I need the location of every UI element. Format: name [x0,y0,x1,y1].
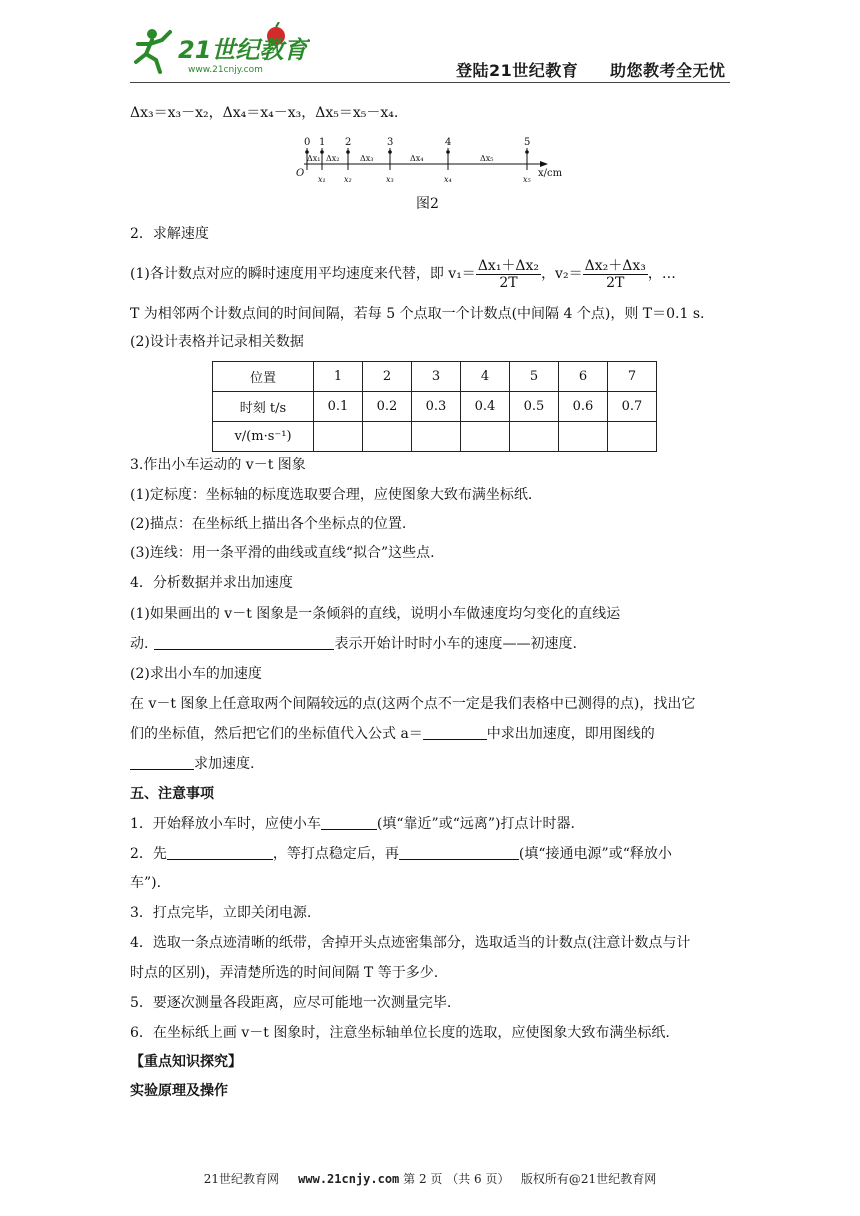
section4-title: 4．分析数据并求出加速度 [130,575,293,591]
table-cell: 0.3 [412,392,461,422]
point-number: 0 [304,137,311,148]
s3-item-1: (1)定标度：坐标轴的标度选取要合理，应使图象大致布满坐标纸. [130,487,533,503]
velocity-formula [130,254,676,294]
frac-denominator: 2T [499,274,518,291]
n1-suffix: (填“靠近”或“远离”)打点计时器. [376,816,575,832]
x-label: x₂ [344,175,352,184]
n2-mid: ，等打点稳定后，再 [272,846,399,862]
note-5: 5．要逐次测量各段距离，应尽可能地一次测量完毕. [130,995,452,1011]
x-label: x₄ [444,175,452,184]
fill-blank[interactable] [321,815,377,830]
table-row [213,362,657,392]
table-cell: 2 [363,362,412,392]
section5-title: 五、注意事项 [130,786,214,802]
delta-label: Δx₄ [410,154,424,163]
section2-title: 2．求解速度 [130,226,209,242]
footer-page: 第 2 页 （共 6 页） [403,1172,510,1186]
delta-label: Δx₁ [307,154,321,163]
origin-label: O [296,168,305,179]
table-cell-empty [314,422,363,452]
table-cell-empty [412,422,461,452]
table-cell: 3 [412,362,461,392]
frac-numerator: Δx₁＋Δx₂ [477,257,540,274]
s4-5-suffix: 求加速度. [194,756,255,772]
para1-mid: ，v₂＝ [541,266,583,282]
fill-blank[interactable] [167,845,273,860]
table-cell: 0.1 [314,392,363,422]
s4-item-2: (2)求出小车的加速度 [130,666,262,682]
logo-url: www.21cnjy.com [188,65,263,75]
fraction-v2 [583,258,648,291]
header-rule [130,82,730,83]
point-number: 2 [345,137,352,148]
note-6: 6．在坐标纸上画 v－t 图象时，注意坐标轴单位长度的选取，应使图象大致布满坐标纸. [130,1025,670,1041]
table-row [213,392,657,422]
table-header: v/(m·s⁻¹) [213,422,314,452]
note-1 [130,814,575,834]
fill-blank[interactable] [423,725,487,740]
tape-diagram [290,134,580,190]
axis-unit: x/cm [538,168,563,179]
table-cell: 0.6 [559,392,608,422]
table-cell: 0.4 [461,392,510,422]
note-4b: 时点的区别)，弄清楚所选的时间间隔 T 等于多少. [130,965,439,981]
s4-1b-suffix: 表示开始计时时小车的速度——初速度. [334,636,577,652]
table-cell-empty [363,422,412,452]
figure-caption: 图2 [416,196,439,212]
para1-prefix: (1)各计数点对应的瞬时速度用平均速度来代替，即 v₁＝ [130,266,476,282]
fill-blank[interactable] [154,635,334,650]
n2-suffix: (填“接通电源”或“释放小 [518,846,672,862]
n1-prefix: 1．开始释放小车时，应使小车 [130,816,321,832]
delta-label: Δx₂ [326,154,340,163]
footer-left: 21世纪教育网 [203,1172,280,1186]
fill-blank[interactable] [130,755,194,770]
para-T: T 为相邻两个计数点间的时间间隔，若每 5 个点取一个计数点(中间隔 4 个点)，则 T＝0.1 s. [130,306,705,322]
x-label: x₃ [386,175,394,184]
top-formula: Δx₃＝x₃－x₂，Δx₄＝x₄－x₃，Δx₅＝x₅－x₄. [130,105,399,121]
s4-4-suffix: 中求出加速度，即用图线的 [486,726,655,742]
s4-item-4 [130,724,655,744]
table-cell: 7 [608,362,657,392]
table-cell: 0.7 [608,392,657,422]
n2-prefix: 2．先 [130,846,167,862]
point-number: 5 [524,137,531,148]
note-3: 3．打点完毕，立即关闭电源. [130,905,312,921]
note-4a: 4．选取一条点迹清晰的纸带，舍掉开头点迹密集部分，选取适当的计数点(注意计数点与计 [130,935,691,951]
table-header: 时刻 t/s [213,392,314,422]
logo-text: 21世纪教育 [178,36,308,64]
s4-item-1b [130,634,577,654]
data-table [212,361,657,452]
para1-suffix: ，… [647,266,676,282]
table-cell-empty [461,422,510,452]
table-cell: 1 [314,362,363,392]
delta-label: Δx₃ [360,154,374,163]
fill-blank[interactable] [399,845,519,860]
table-cell-empty [559,422,608,452]
heading-sub: 实验原理及操作 [130,1083,228,1099]
logo-icon [130,22,310,78]
footer-copyright: 版权所有@21世纪教育网 [520,1172,657,1186]
para-table: (2)设计表格并记录相关数据 [130,334,304,350]
section3-title: 3.作出小车运动的 v－t 图象 [130,457,306,473]
point-number: 4 [445,137,452,148]
table-cell-empty [510,422,559,452]
x-label: x₁ [318,175,326,184]
fraction-v1 [476,258,541,291]
s3-item-2: (2)描点：在坐标纸上描出各个坐标点的位置. [130,516,407,532]
table-header: 位置 [213,362,314,392]
heading-key: 【重点知识探究】 [130,1054,242,1070]
s4-item-5 [130,754,254,774]
note-2-cont: 车”). [130,875,162,891]
table-cell: 4 [461,362,510,392]
slogan-right: 助您教考全无忧 [610,61,726,80]
delta-label: Δx₅ [480,154,494,163]
table-cell: 0.5 [510,392,559,422]
point-number: 1 [319,137,326,148]
s4-item-1a: (1)如果画出的 v－t 图象是一条倾斜的直线，说明小车做速度均匀变化的直线运 [130,606,621,622]
x-label: x₅ [523,175,531,184]
footer-site: www.21cnjy.com [298,1172,400,1186]
point-number: 3 [387,137,394,148]
frac-numerator: Δx₂＋Δx₃ [584,257,646,274]
slogan-left: 登陆21世纪教育 [456,61,579,80]
note-2 [130,844,672,864]
table-cell: 6 [559,362,608,392]
s4-item-3: 在 v－t 图象上任意取两个间隔较远的点(这两个点不一定是我们表格中已测得的点)，找出它 [130,696,696,712]
table-cell: 0.2 [363,392,412,422]
s4-1b-prefix: 动. [130,636,149,652]
table-cell-empty [608,422,657,452]
footer [0,1170,860,1187]
s3-item-3: (3)连线：用一条平滑的曲线或直线“拟合”这些点. [130,545,435,561]
table-cell: 5 [510,362,559,392]
frac-denominator: 2T [606,274,625,291]
table-row [213,422,657,452]
s4-4-prefix: 们的坐标值，然后把它们的坐标值代入公式 a＝ [130,726,423,742]
